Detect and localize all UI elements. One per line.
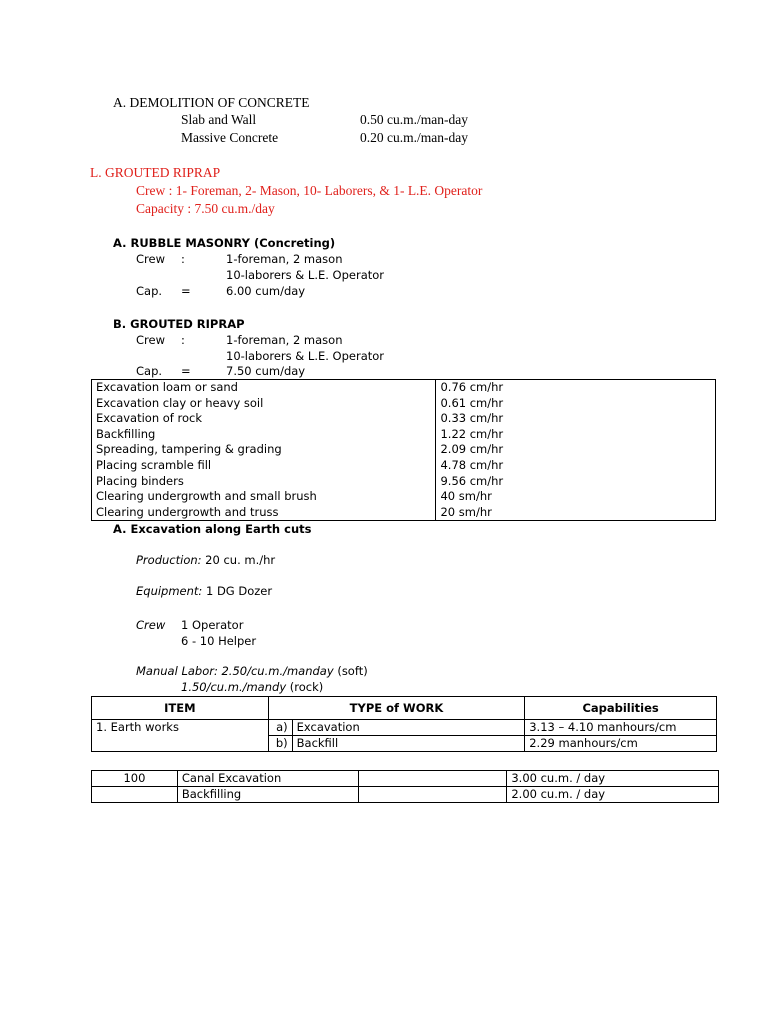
rate-value-cell: 20 sm/hr (436, 505, 716, 521)
table-row (92, 458, 716, 474)
rate-value-cell: 0.76 cm/hr (436, 380, 716, 396)
rate-value-cell: 9.56 cm/hr (436, 474, 716, 490)
grouted-b-heading: B. GROUTED RIPRAP (113, 317, 245, 331)
value-cell: 2.00 cu.m. / day (507, 787, 719, 803)
rate-work-cell: Clearing undergrowth and truss (92, 505, 436, 521)
row-letter: a) (268, 720, 292, 736)
grouted-b-cap-value: 7.50 cum/day (226, 364, 306, 378)
grouted-b-crew-line2: 10-laborers & L.E. Operator (226, 349, 385, 363)
rubble-crew-line1: 1-foreman, 2 mason (226, 252, 343, 266)
demolition-heading: A. DEMOLITION OF CONCRETE (113, 95, 310, 110)
work-cell: Backfill (292, 736, 525, 752)
massive-concrete-label: Massive Concrete (181, 130, 279, 145)
canal-table (91, 770, 719, 803)
rate-work-cell: Excavation of rock (92, 411, 436, 427)
excavation-heading: A. Excavation along Earth cuts (113, 522, 312, 536)
item-cell: 1. Earth works (92, 720, 269, 752)
row-letter: b) (268, 736, 292, 752)
excavation-crew-line2: 6 - 10 Helper (181, 634, 257, 648)
rubble-cap-label: Cap. (136, 284, 163, 298)
table-row (92, 380, 716, 396)
grouted-b-cap-sep: = (181, 364, 191, 378)
rate-value-cell: 1.22 cm/hr (436, 427, 716, 443)
rubble-cap-sep: = (181, 284, 191, 298)
manual-labor-line (136, 664, 368, 678)
production-label: Production: (136, 553, 202, 567)
header-type-of-work: TYPE of WORK (268, 697, 525, 720)
table-row (92, 442, 716, 458)
rate-work-cell: Excavation loam or sand (92, 380, 436, 396)
rubble-cap-value: 6.00 cum/day (226, 284, 306, 298)
table-row (92, 396, 716, 412)
capabilities-table (91, 696, 717, 752)
table-row (92, 787, 719, 803)
excavation-crew-line1: 1 Operator (181, 618, 244, 632)
rubble-crew-sep: : (181, 252, 185, 266)
manual-labor-label: Manual Labor: 2.50/cu.m./manday (136, 664, 334, 678)
slab-wall-label: Slab and Wall (181, 112, 257, 127)
header-capabilities: Capabilities (525, 697, 717, 720)
value-cell: 3.00 cu.m. / day (507, 771, 719, 787)
manual-soft: (soft) (333, 664, 368, 678)
blank-cell (358, 771, 507, 787)
table-header-row (92, 697, 717, 720)
rate-work-cell: Excavation clay or heavy soil (92, 396, 436, 412)
rate-work-cell: Clearing undergrowth and small brush (92, 489, 436, 505)
rate-work-cell: Spreading, tampering & grading (92, 442, 436, 458)
table-row (92, 427, 716, 443)
slab-wall-value: 0.50 cu.m./man-day (360, 112, 468, 127)
grouted-riprap-crew: Crew : 1- Foreman, 2- Mason, 10- Laborers, & 1- L.E. Operator (136, 183, 483, 198)
table-row (92, 411, 716, 427)
table-row (92, 771, 719, 787)
rubble-crew-line2: 10-laborers & L.E. Operator (226, 268, 385, 282)
rate-value-cell: 0.61 cm/hr (436, 396, 716, 412)
capability-cell: 3.13 – 4.10 manhours/cm (525, 720, 717, 736)
table-row (92, 720, 717, 736)
equipment-label: Equipment: (136, 584, 203, 598)
header-item: ITEM (92, 697, 269, 720)
massive-concrete-value: 0.20 cu.m./man-day (360, 130, 468, 145)
rate-value-cell: 2.09 cm/hr (436, 442, 716, 458)
grouted-riprap-capacity: Capacity : 7.50 cu.m./day (136, 201, 275, 216)
equipment-line (136, 584, 272, 598)
code-cell: 100 (92, 771, 178, 787)
excavation-crew-label: Crew (136, 618, 166, 632)
manual-labor-line2 (181, 680, 323, 694)
desc-cell: Canal Excavation (177, 771, 358, 787)
equipment-value: 1 DG Dozer (202, 584, 273, 598)
rates-table (91, 379, 716, 521)
rubble-crew-label: Crew (136, 252, 165, 266)
table-row (92, 505, 716, 521)
rate-value-cell: 0.33 cm/hr (436, 411, 716, 427)
blank-cell (358, 787, 507, 803)
manual-rock-rate: 1.50/cu.m./mandy (181, 680, 287, 694)
table-row (92, 489, 716, 505)
work-cell: Excavation (292, 720, 525, 736)
grouted-b-crew-line1: 1-foreman, 2 mason (226, 333, 343, 347)
grouted-b-crew-sep: : (181, 333, 185, 347)
table-row (92, 474, 716, 490)
grouted-riprap-heading: L. GROUTED RIPRAP (90, 165, 221, 180)
rate-work-cell: Placing binders (92, 474, 436, 490)
rate-value-cell: 40 sm/hr (436, 489, 716, 505)
manual-rock: (rock) (286, 680, 324, 694)
production-value: 20 cu. m./hr (201, 553, 276, 567)
code-cell (92, 787, 178, 803)
capability-cell: 2.29 manhours/cm (525, 736, 717, 752)
grouted-b-crew-label: Crew (136, 333, 165, 347)
rubble-heading: A. RUBBLE MASONRY (Concreting) (113, 236, 336, 250)
rate-work-cell: Placing scramble fill (92, 458, 436, 474)
production-line (136, 553, 275, 567)
desc-cell: Backfilling (177, 787, 358, 803)
rate-value-cell: 4.78 cm/hr (436, 458, 716, 474)
rate-work-cell: Backfilling (92, 427, 436, 443)
grouted-b-cap-label: Cap. (136, 364, 163, 378)
